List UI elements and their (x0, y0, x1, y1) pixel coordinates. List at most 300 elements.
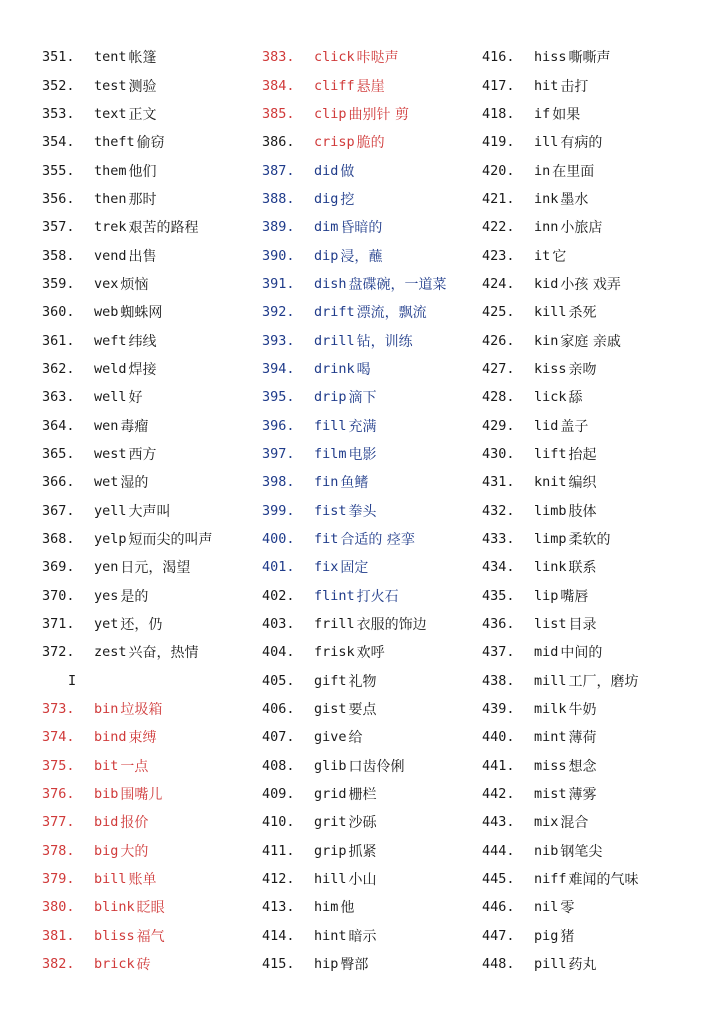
entry-translation: 短而尖的叫声 (128, 532, 213, 549)
vocab-entry (42, 893, 213, 921)
entry-word: give (314, 729, 347, 746)
vocab-entry (262, 383, 447, 411)
vocab-entry (482, 553, 639, 581)
entry-translation: 目录 (568, 617, 597, 634)
entry-number: 409. (262, 786, 295, 803)
entry-number: 446. (482, 899, 515, 916)
entry-word: trek (94, 219, 127, 236)
entry-word: limp (534, 531, 567, 548)
vocab-entry (482, 497, 639, 525)
entry-translation: 合适的 痉挛 (340, 532, 415, 549)
column-3 (482, 43, 639, 978)
entry-number: 356. (42, 190, 75, 207)
entry-word: gist (314, 701, 347, 718)
entry-word: fill (314, 417, 347, 434)
column-2 (262, 43, 447, 978)
entry-word: hint (314, 927, 347, 944)
vocab-entry (42, 638, 213, 666)
entry-word: bind (94, 729, 127, 746)
entry-word: mid (534, 644, 559, 661)
entry-number: 393. (262, 332, 295, 349)
vocab-entry (482, 270, 639, 298)
entry-number: 413. (262, 899, 295, 916)
entry-translation: 想念 (568, 758, 597, 775)
entry-translation: 药丸 (568, 957, 597, 974)
entry-word: mill (534, 672, 567, 689)
entry-number: 367. (42, 502, 75, 519)
entry-number: 421. (482, 190, 515, 207)
entry-translation: 礼物 (348, 673, 377, 690)
entry-number: 407. (262, 729, 295, 746)
entry-number: 411. (262, 842, 295, 859)
entry-word: dim (314, 219, 339, 236)
vocab-entry (482, 213, 639, 241)
vocab-entry (262, 638, 447, 666)
entry-number: 422. (482, 219, 515, 236)
entry-translation: 账单 (128, 872, 157, 889)
entry-number: 400. (262, 531, 295, 548)
vocab-entry (482, 723, 639, 751)
entry-word: cliff (314, 77, 355, 94)
entry-number: 401. (262, 559, 295, 576)
entry-word: hip (314, 956, 339, 973)
entry-number: 351. (42, 49, 75, 66)
entry-number: 383. (262, 49, 295, 66)
entry-number: 408. (262, 757, 295, 774)
entry-number: 427. (482, 360, 515, 377)
entry-translation: 电影 (348, 446, 377, 463)
vocab-entry (482, 468, 639, 496)
entry-translation: 鱼鳍 (340, 475, 369, 492)
entry-word: nil (534, 899, 559, 916)
entry-word: west (94, 445, 127, 462)
entry-word: yell (94, 502, 127, 519)
vocab-entry (482, 128, 639, 156)
entry-translation: 曲别针 剪 (348, 106, 409, 123)
entry-word: bin (94, 701, 119, 718)
entry-number: 431. (482, 474, 515, 491)
entry-word: list (534, 616, 567, 633)
vocab-entry (262, 893, 447, 921)
entry-translation: 悬崖 (356, 78, 385, 95)
vocab-entry (42, 43, 213, 71)
entry-number: 430. (482, 445, 515, 462)
entry-translation: 蜘蛛网 (120, 305, 163, 322)
vocab-entry (42, 411, 213, 439)
entry-word: in (534, 162, 551, 179)
vocab-entry (262, 950, 447, 978)
vocab-entry (262, 837, 447, 865)
entry-word: dip (314, 247, 339, 264)
entry-translation: 挖 (340, 191, 355, 208)
entry-word: kiss (534, 360, 567, 377)
entry-word: web (94, 304, 119, 321)
entry-word: dish (314, 275, 347, 292)
entry-number: 405. (262, 672, 295, 689)
vocab-entry (262, 667, 447, 695)
entry-number: 359. (42, 275, 75, 292)
vocab-entry (42, 922, 213, 950)
entry-word: it (534, 247, 551, 264)
vocab-entry (482, 752, 639, 780)
entry-number: 419. (482, 134, 515, 151)
entry-word: lid (534, 417, 559, 434)
entry-number: 379. (42, 871, 75, 888)
entry-word: gift (314, 672, 347, 689)
entry-translation: 湿的 (120, 475, 149, 492)
entry-translation: 嘴唇 (560, 588, 589, 605)
entry-number: 416. (482, 49, 515, 66)
vocab-entry (482, 638, 639, 666)
entry-translation: 眨眼 (136, 900, 165, 917)
entry-translation: 猪 (560, 928, 575, 945)
entry-translation: 薄荷 (568, 730, 597, 747)
entry-word: flint (314, 587, 355, 604)
vocab-entry (262, 241, 447, 269)
entry-number: 365. (42, 445, 75, 462)
entry-number: 361. (42, 332, 75, 349)
entry-translation: 艰苦的路程 (128, 220, 199, 237)
vocab-entry (42, 780, 213, 808)
entry-word: weld (94, 360, 127, 377)
entry-translation: 偷窃 (136, 135, 165, 152)
vocab-entry (42, 610, 213, 638)
entry-translation: 沙砾 (348, 815, 377, 832)
entry-word: ill (534, 134, 559, 151)
entry-number: 358. (42, 247, 75, 264)
entry-number: 352. (42, 77, 75, 94)
vocab-entry (262, 497, 447, 525)
entry-word: dig (314, 190, 339, 207)
vocab-entry (262, 525, 447, 553)
entry-word: test (94, 77, 127, 94)
vocab-entry (42, 185, 213, 213)
entry-word: then (94, 190, 127, 207)
vocab-entry (482, 808, 639, 836)
entry-translation: 击打 (560, 78, 589, 95)
entry-number: 385. (262, 105, 295, 122)
entry-word: grid (314, 786, 347, 803)
entry-number: 366. (42, 474, 75, 491)
vocab-entry (42, 808, 213, 836)
vocab-entry (42, 865, 213, 893)
entry-number: 404. (262, 644, 295, 661)
entry-translation: 盘碟碗，一道菜 (348, 276, 447, 293)
entry-number: 441. (482, 757, 515, 774)
entry-word: yelp (94, 531, 127, 548)
vocab-entry (262, 695, 447, 723)
entry-translation: 要点 (348, 702, 377, 719)
vocab-entry (42, 950, 213, 978)
vocab-entry (262, 298, 447, 326)
entry-number: 375. (42, 757, 75, 774)
vocab-entry (262, 156, 447, 184)
entry-translation: 咔哒声 (356, 50, 399, 67)
entry-translation: 柔软的 (568, 532, 611, 549)
entry-word: kin (534, 332, 559, 349)
entry-word: link (534, 559, 567, 576)
entry-translation: 钻，训练 (356, 333, 413, 350)
entry-translation: 小孩 戏弄 (560, 276, 621, 293)
entry-number: 362. (42, 360, 75, 377)
vocab-entry (42, 752, 213, 780)
entry-number: 368. (42, 531, 75, 548)
entry-number: 410. (262, 814, 295, 831)
entry-word: pill (534, 956, 567, 973)
vocab-entry (42, 100, 213, 128)
entry-number: 388. (262, 190, 295, 207)
entry-number: 353. (42, 105, 75, 122)
entry-translation: 充满 (348, 418, 377, 435)
entry-translation: 束缚 (128, 730, 157, 747)
entry-word: bit (94, 757, 119, 774)
entry-number: 406. (262, 701, 295, 718)
entry-number: 360. (42, 304, 75, 321)
entry-word: kill (534, 304, 567, 321)
entry-number: 415. (262, 956, 295, 973)
vocab-entry (262, 411, 447, 439)
entry-number: 398. (262, 474, 295, 491)
vocab-entry (42, 355, 213, 383)
entry-translation: 给 (348, 730, 363, 747)
vocab-entry (42, 241, 213, 269)
entry-word: brick (94, 956, 135, 973)
vocab-entry (262, 326, 447, 354)
entry-translation: 脆的 (356, 135, 385, 152)
entry-translation: 垃圾箱 (120, 702, 163, 719)
entry-word: frill (314, 616, 355, 633)
entry-translation: 纬线 (128, 333, 157, 350)
entry-word: them (94, 162, 127, 179)
entry-translation: 墨水 (560, 191, 589, 208)
entry-number: 354. (42, 134, 75, 151)
entry-translation: 兴奋，热情 (128, 645, 199, 662)
entry-translation: 拳头 (348, 503, 377, 520)
vocab-entry (482, 950, 639, 978)
entry-translation: 口齿伶俐 (348, 758, 405, 775)
entry-word: crisp (314, 134, 355, 151)
entry-translation: 测验 (128, 78, 157, 95)
entry-number: 357. (42, 219, 75, 236)
entry-translation: 它 (552, 248, 567, 265)
vocab-entry (482, 780, 639, 808)
vocab-entry (262, 582, 447, 610)
entry-translation: 臀部 (340, 957, 369, 974)
entry-translation: 固定 (340, 560, 369, 577)
vocab-entry (482, 411, 639, 439)
vocab-entry (482, 667, 639, 695)
entry-translation: 滴下 (348, 390, 377, 407)
entry-translation: 福气 (136, 928, 165, 945)
entry-number: 378. (42, 842, 75, 859)
entry-word: vex (94, 275, 119, 292)
entry-translation: 肢体 (568, 503, 597, 520)
entry-number: 428. (482, 389, 515, 406)
entry-word: tent (94, 49, 127, 66)
entry-word: bib (94, 786, 119, 803)
entry-number: 436. (482, 616, 515, 633)
vocab-entry (482, 241, 639, 269)
entry-translation: 报价 (120, 815, 149, 832)
entry-number: 363. (42, 389, 75, 406)
entry-word: film (314, 445, 347, 462)
entry-word: weft (94, 332, 127, 349)
vocab-entry (482, 582, 639, 610)
entry-number: 392. (262, 304, 295, 321)
entry-word: wet (94, 474, 119, 491)
entry-number: 402. (262, 587, 295, 604)
vocab-entry (262, 752, 447, 780)
entry-number: 371. (42, 616, 75, 633)
vocab-entry (482, 440, 639, 468)
entry-word: inn (534, 219, 559, 236)
entry-word: bill (94, 871, 127, 888)
vocab-entry (42, 695, 213, 723)
entry-number: 355. (42, 162, 75, 179)
entry-translation: 大的 (120, 843, 149, 860)
entry-number: 417. (482, 77, 515, 94)
entry-number: 374. (42, 729, 75, 746)
entry-number: 390. (262, 247, 295, 264)
entry-translation: 混合 (560, 815, 589, 832)
entry-number: 391. (262, 275, 295, 292)
entry-translation: 亲吻 (568, 361, 597, 378)
entry-translation: 焊接 (128, 361, 157, 378)
entry-translation: 大声叫 (128, 503, 171, 520)
vocab-entry (262, 355, 447, 383)
vocab-entry (482, 355, 639, 383)
entry-translation: 浸，蘸 (340, 248, 383, 265)
entry-translation: 帐篷 (128, 50, 157, 67)
vocab-entry (42, 582, 213, 610)
vocab-entry (482, 71, 639, 99)
vocab-entry (482, 610, 639, 638)
entry-number: 364. (42, 417, 75, 434)
column-1 (42, 43, 213, 978)
vocab-entry (42, 71, 213, 99)
entry-translation: 盖子 (560, 418, 589, 435)
entry-word: nib (534, 842, 559, 859)
entry-word: big (94, 842, 119, 859)
entry-word: miss (534, 757, 567, 774)
entry-translation: 薄雾 (568, 787, 597, 804)
entry-number: 445. (482, 871, 515, 888)
entry-word: mix (534, 814, 559, 831)
vocab-entry (262, 100, 447, 128)
entry-translation: 围嘴儿 (120, 787, 163, 804)
entry-word: fist (314, 502, 347, 519)
entry-number: 382. (42, 956, 75, 973)
entry-number: 423. (482, 247, 515, 264)
vocab-entry (482, 865, 639, 893)
entry-word: mist (534, 786, 567, 803)
entry-word: grip (314, 842, 347, 859)
entry-number: 370. (42, 587, 75, 604)
entry-translation: 家庭 亲戚 (560, 333, 621, 350)
entry-translation: 他们 (128, 163, 157, 180)
entry-translation: 工厂，磨坊 (568, 673, 639, 690)
vocab-entry (482, 326, 639, 354)
section-label: I (68, 672, 77, 689)
entry-translation: 钢笔尖 (560, 843, 603, 860)
entry-word: lip (534, 587, 559, 604)
vocab-entry (42, 440, 213, 468)
vocab-entry (482, 298, 639, 326)
vocab-entry (482, 922, 639, 950)
vocab-entry (482, 43, 639, 71)
vocab-entry (482, 525, 639, 553)
entry-translation: 还，仍 (120, 617, 163, 634)
entry-word: mint (534, 729, 567, 746)
entry-number: 426. (482, 332, 515, 349)
entry-number: 442. (482, 786, 515, 803)
entry-word: clip (314, 105, 347, 122)
vocab-entry (262, 440, 447, 468)
entry-number: 414. (262, 927, 295, 944)
entry-word: pig (534, 927, 559, 944)
vocab-entry (482, 156, 639, 184)
vocab-entry (262, 270, 447, 298)
vocab-entry (42, 723, 213, 751)
vocab-entry (42, 326, 213, 354)
entry-word: yet (94, 616, 119, 633)
entry-number: 433. (482, 531, 515, 548)
entry-number: 387. (262, 162, 295, 179)
entry-word: hill (314, 871, 347, 888)
entry-word: him (314, 899, 339, 916)
entry-number: 403. (262, 616, 295, 633)
entry-translation: 他 (340, 900, 355, 917)
vocab-entry (262, 213, 447, 241)
entry-word: drill (314, 332, 355, 349)
entry-number: 412. (262, 871, 295, 888)
entry-translation: 抬起 (568, 446, 597, 463)
entry-translation: 打火石 (356, 588, 399, 605)
entry-translation: 抓紧 (348, 843, 377, 860)
entry-word: theft (94, 134, 135, 151)
entry-number: 381. (42, 927, 75, 944)
entry-word: ink (534, 190, 559, 207)
entry-word: hiss (534, 49, 567, 66)
entry-translation: 中间的 (560, 645, 603, 662)
vocab-entry (42, 837, 213, 865)
entry-word: knit (534, 474, 567, 491)
entry-word: did (314, 162, 339, 179)
vocab-entry (42, 525, 213, 553)
entry-number: 438. (482, 672, 515, 689)
entry-translation: 欢呼 (356, 645, 385, 662)
entry-word: drift (314, 304, 355, 321)
entry-translation: 西方 (128, 446, 157, 463)
entry-translation: 好 (128, 390, 143, 407)
vocab-entry (42, 497, 213, 525)
entry-number: 369. (42, 559, 75, 576)
entry-number: 380. (42, 899, 75, 916)
entry-number: 376. (42, 786, 75, 803)
entry-word: vend (94, 247, 127, 264)
vocab-entry (262, 71, 447, 99)
entry-number: 420. (482, 162, 515, 179)
entry-word: milk (534, 701, 567, 718)
entry-translation: 一点 (120, 758, 149, 775)
entry-number: 439. (482, 701, 515, 718)
vocab-entry (42, 298, 213, 326)
entry-number: 399. (262, 502, 295, 519)
entry-number: 395. (262, 389, 295, 406)
entry-number: 437. (482, 644, 515, 661)
vocab-entry (262, 922, 447, 950)
entry-translation: 嘶嘶声 (568, 50, 611, 67)
